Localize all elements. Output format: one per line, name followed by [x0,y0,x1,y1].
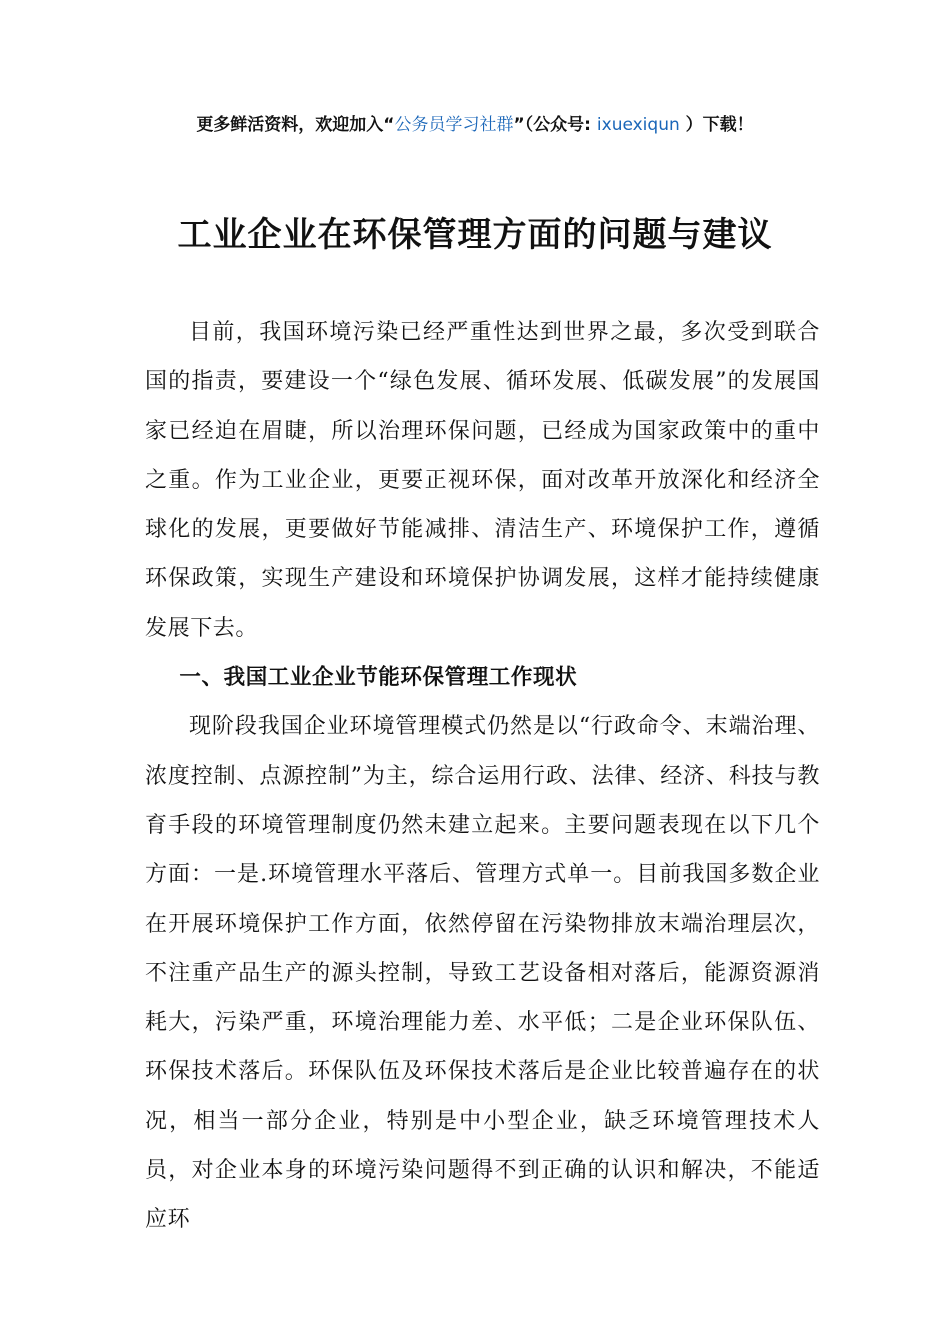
section-paragraph: 现阶段我国企业环境管理模式仍然是以“行政命令、末端治理、浓度控制、点源控制”为主，综合运用行政、法律、经济、科技与教育手段的环境管理制度仍然未建立起来。主要问题表现在以下几个方面：一是.环境管理水平落后、管理方式单一。目前我国多数企业在开展环境保护工作方面，依然停留在污染物排放末端治理层次，不注重产品生产的源头控制，导致工艺设备相对落后，能源资源消耗大，污染严重，环境治理能力差、水平低；二是企业环保队伍、环保技术落后。环保队伍及环保技术落后是企业比较普遍存在的状况，相当一部分企业，特别是中小型企业，缺乏环境管理技术人员，对企业本身的环境污染问题得不到正确的认识和解决，不能适应环 [145,714,820,1233]
promo-banner [0,112,950,138]
banner-account: ixuexiqun [596,115,680,135]
banner-prefix: 更多鲜活资料，欢迎加入“ [196,115,395,135]
banner-group-name: 公务员学习社群 [394,115,514,135]
banner-middle: ”（公众号: [513,115,591,135]
banner-suffix: ）下载！ [685,115,754,135]
intro-paragraph: 目前，我国环境污染已经严重性达到世界之最，多次受到联合国的指责，要建设一个“绿色发展、循环发展、低碳发展”的发展国家已经迫在眉睫，所以治理环保问题，已经成为国家政策中的重中之重。作为工业企业，更要正视环保，面对改革开放深化和经济全球化的发展，更要做好节能减排、清洁生产、环境保护工作，遵循环保政策，实现生产建设和环境保护协调发展，这样才能持续健康发展下去。 [145,320,820,641]
document-title: 工业企业在环保管理方面的问题与建议 [177,215,773,255]
document-body [145,308,820,1245]
section-heading: 一、我国工业企业节能环保管理工作现状 [179,665,578,691]
